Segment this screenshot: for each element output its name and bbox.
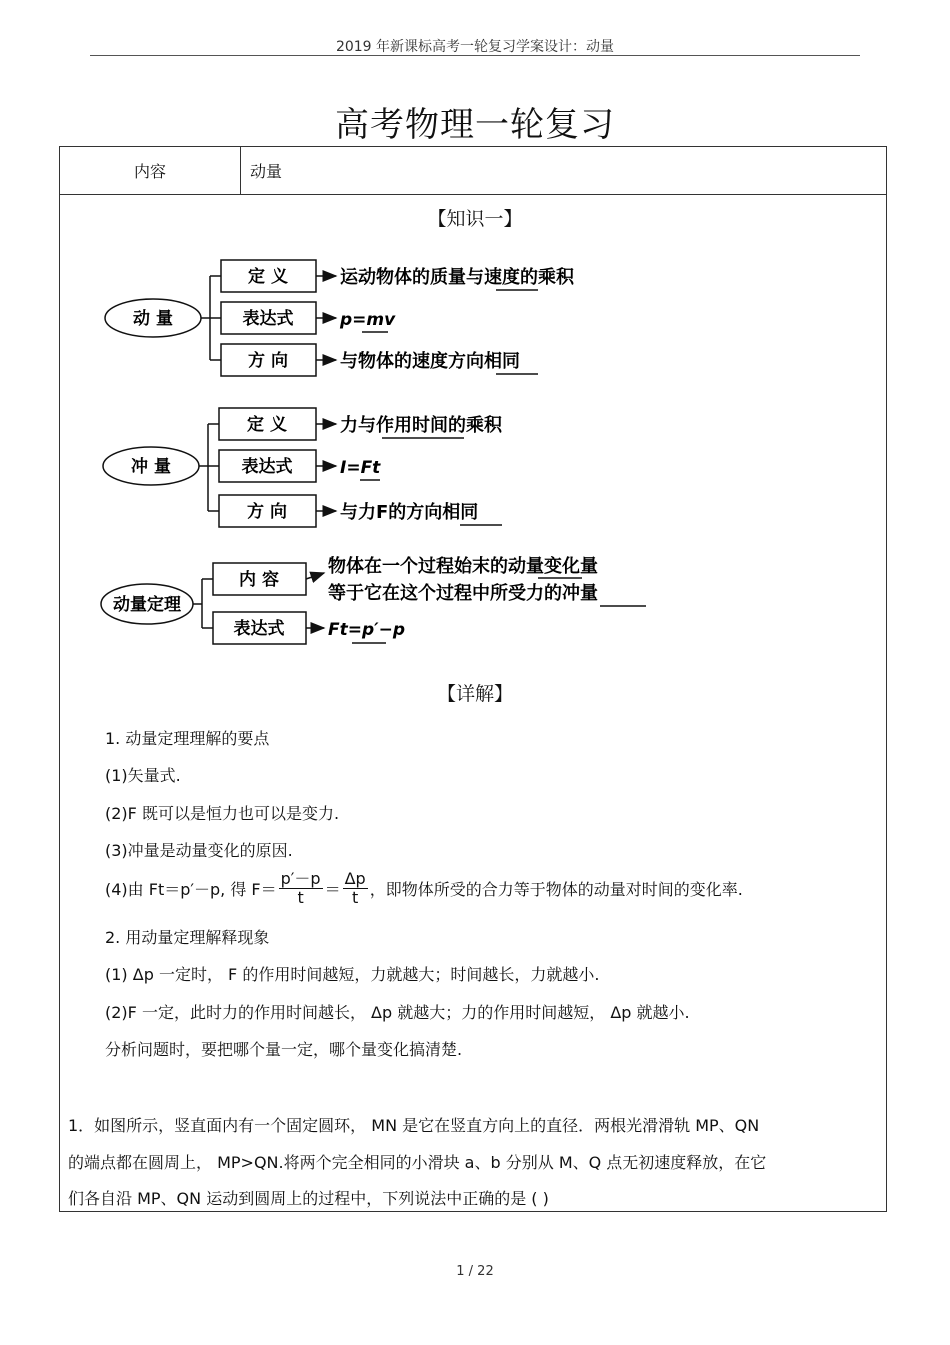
theorem-expression-label: 表达式 — [233, 619, 285, 639]
section-heading-detail: 【详解】 — [436, 683, 513, 705]
detail-paragraph-2: (2)F 既可以是恒力也可以是变力. — [105, 804, 340, 823]
impulse-root-label: 冲 量 — [131, 457, 171, 477]
detail-paragraph-6: (2)F 一定，此时力的作用时间越长， Δp 就越大；力的作用时间越短， Δp 就越小. — [105, 1003, 690, 1022]
fraction-dp-over-t-2 — [343, 870, 368, 907]
momentum-definition-text: 运动物体的质量与速度的乘积 — [340, 267, 574, 288]
momentum-expression-text: p=mv — [340, 310, 396, 330]
theorem-content-label: 内 容 — [239, 570, 279, 590]
fraction-denominator: t — [297, 888, 304, 907]
p4-equals: ＝ — [324, 880, 341, 899]
fraction-dp-over-t-1 — [279, 870, 323, 907]
fraction-numerator: p′－p — [280, 869, 321, 888]
detail-paragraph-3: (3)冲量是动量变化的原因. — [105, 841, 293, 860]
p4-suffix: ，即物体所受的合力等于物体的动量对时间的变化率. — [369, 880, 743, 899]
impulse-expression-label: 表达式 — [241, 457, 293, 477]
momentum-expression-label: 表达式 — [242, 309, 294, 329]
content-label-cell: 内容 — [60, 147, 241, 194]
knowledge-mindmap — [0, 245, 950, 655]
section-heading-knowledge: 【知识一】 — [427, 208, 523, 230]
theorem-content-line1: 物体在一个过程始末的动量变化量 — [328, 556, 598, 577]
page-title: 高考物理一轮复习 — [335, 105, 615, 145]
impulse-group — [103, 408, 503, 527]
impulse-expression-text: I=Ft — [340, 458, 381, 478]
question-line-3: 们各自沿 MP、QN 运动到圆周上的过程中，下列说法中正确的是 ( ) — [68, 1189, 549, 1208]
momentum-group — [105, 260, 575, 376]
theorem-content-line2: 等于它在这个过程中所受力的冲量 — [328, 583, 598, 604]
theorem-group — [101, 555, 646, 644]
fraction-denominator: t — [352, 888, 359, 907]
fraction-numerator: Δp — [344, 869, 366, 888]
impulse-definition-text: 力与作用时间的乘积 — [340, 415, 502, 436]
momentum-direction-text: 与物体的速度方向相同 — [340, 351, 520, 372]
momentum-direction-label: 方 向 — [248, 351, 288, 371]
momentum-definition-label: 定 义 — [248, 267, 288, 287]
table-header-row — [60, 147, 886, 195]
running-header: 2019 年新课标高考一轮复习学案设计：动量 — [335, 39, 615, 55]
theorem-expression-text: Ft=p′−p — [328, 620, 406, 640]
content-value-cell: 动量 — [250, 162, 283, 181]
question-line-1: 1．如图所示，竖直面内有一个固定圆环， MN 是它在竖直方向上的直径．两根光滑滑轨 MP、QN — [68, 1116, 760, 1135]
page-number: 1 / 22 — [456, 1264, 494, 1279]
detail-heading-2: 2. 用动量定理解释现象 — [105, 928, 270, 947]
detail-paragraph-7: 分析问题时，要把哪个量一定，哪个量变化搞清楚. — [105, 1040, 463, 1059]
theorem-root-label: 动量定理 — [113, 595, 181, 615]
impulse-direction-text: 与力F的方向相同 — [340, 502, 479, 523]
header-rule — [90, 55, 860, 56]
detail-paragraph-4 — [105, 870, 743, 907]
momentum-root-label: 动 量 — [133, 309, 173, 329]
detail-paragraph-5: (1) Δp 一定时， F 的作用时间越短，力就越大；时间越长，力就越小. — [105, 965, 600, 984]
question-line-2: 的端点都在圆周上， MP>QN.将两个完全相同的小滑块 a、b 分别从 M、Q 点无初速度释放，在它 — [68, 1153, 767, 1172]
impulse-definition-label: 定 义 — [247, 415, 287, 435]
detail-heading-1: 1. 动量定理理解的要点 — [105, 729, 270, 748]
impulse-direction-label: 方 向 — [247, 502, 287, 522]
p4-prefix: (4)由 Ft＝p′－p, 得 F＝ — [105, 880, 277, 899]
detail-paragraph-1: (1)矢量式. — [105, 766, 181, 785]
